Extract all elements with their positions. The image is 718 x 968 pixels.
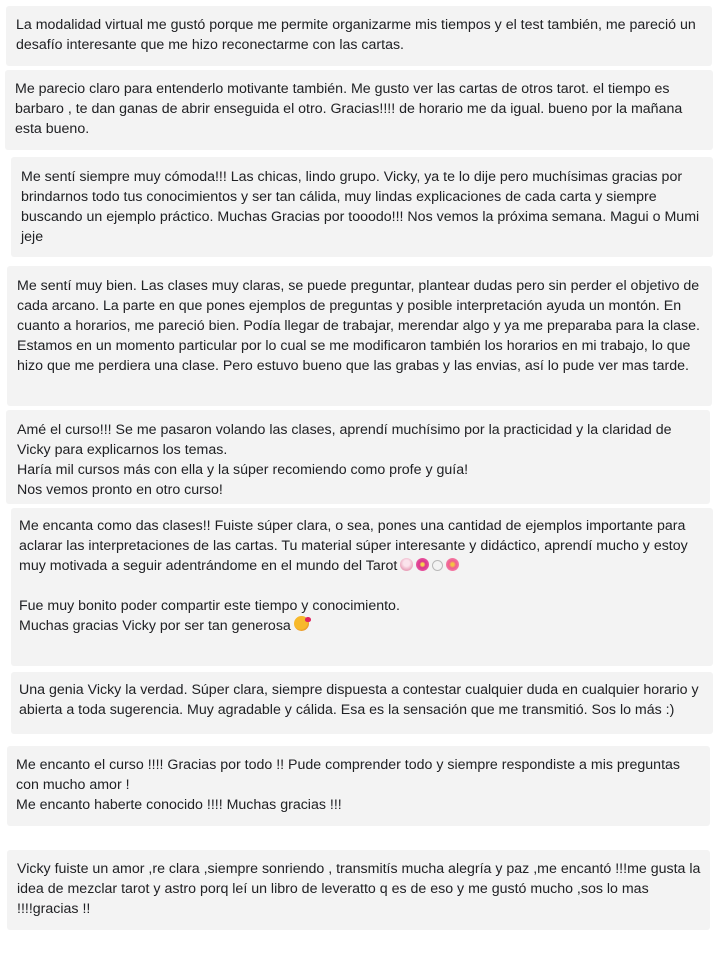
dharma-wheel-emoji	[432, 560, 443, 571]
comment-card-4	[7, 266, 712, 406]
comment-text: Amé el curso!!! Se me pasaron volando las clases, aprendí muchísimo por la practicidad y la claridad de Vicky para explicarnos los temas. Haría mil cursos más con ella y la súper recomiendo como profe y guía! Nos vemos pronto en otro curso!	[17, 422, 672, 498]
comment-text-part3-text: Muchas gracias Vicky por ser tan generosa	[19, 618, 291, 634]
comment-card-5	[6, 410, 710, 504]
comment-card-7	[11, 672, 713, 734]
comment-card-9	[7, 850, 710, 930]
comment-card-3	[11, 157, 713, 257]
hibiscus-emoji	[416, 558, 429, 571]
comment-text: Me sentí siempre muy cómoda!!! Las chicas, lindo grupo. Vicky, ya te lo dije pero muchísimas gracias por brindarnos todo tus conocimientos y ser tan cálida, muy lindas explicaciones de cada carta y siempre buscando un ejemplo práctico. Muchas Gracias por tooodo!!! Nos vemos la próxima semana. Magui o Mumi jeje	[21, 169, 700, 245]
kissing-heart-emoji	[294, 616, 309, 631]
comment-text: La modalidad virtual me gustó porque me permite organizarme mis tiempos y el test también, me pareció un desafío interesante que me hizo reconectarme con las cartas.	[16, 17, 696, 53]
comment-text-part1	[19, 516, 704, 576]
comment-text: Una genia Vicky la verdad. Súper clara, siempre dispuesta a contestar cualquier duda en cualquier horario y abierta a toda sugerencia. Muy agradable y cálida. Esa es la sensación que me transmitió. Sos lo más :)	[19, 682, 699, 718]
comment-text: Me sentí muy bien. Las clases muy claras, se puede preguntar, plantear dudas pero sin perder el objetivo de cada arcano. La parte en que pones ejemplos de preguntas y posible interpretación ayuda un montón. En cuanto a horarios, me pareció bien. Podía llegar de trabajar, merendar algo y ya me preparaba para la clase. Estamos en un momento particular por lo cual se me modificaron también los horarios en mi trabajo, lo que hizo que me perdiera una clase. Pero estuvo bueno que las grabas y las envias, así lo pude ver mas tarde.	[17, 278, 700, 374]
comment-card-2	[5, 70, 713, 150]
comment-text: Me parecio claro para entenderlo motivante también. Me gusto ver las cartas de otros tarot. el tiempo es barbaro , te dan ganas de abrir enseguida el otro. Gracias!!!! de horario me da igual. bueno por la mañana esta bueno.	[15, 81, 683, 137]
comment-card-1	[6, 6, 712, 66]
comment-card-8	[7, 746, 710, 826]
comment-text-part1-text: Me encanta como das clases!! Fuiste súper clara, o sea, pones una cantidad de ejemplos importante para aclarar las interpretaciones de las cartas. Tu material súper interesante y didáctico, aprendí mucho y estoy muy motivada a seguir adentrándome en el mundo del Tarot	[19, 518, 688, 574]
comment-text: Vicky fuiste un amor ,re clara ,siempre sonriendo , transmitís mucha alegría y paz ,me encantó !!!me gusta la idea de mezclar tarot y astro porq leí un libro de leveratto q es de eso y me gustó mucho ,sos lo mas !!!!gracias !!	[17, 861, 701, 917]
cherry-blossom-emoji	[446, 558, 459, 571]
lotus-emoji	[400, 558, 413, 571]
comment-text: Me encanto el curso !!!! Gracias por todo !! Pude comprender todo y siempre respondiste a mis preguntas con mucho amor ! Me encanto haberte conocido !!!! Muchas gracias !!!	[16, 757, 680, 813]
comment-card-6	[11, 508, 713, 666]
comment-text-part3	[19, 616, 704, 636]
comment-text-part2: Fue muy bonito poder compartir este tiempo y conocimiento.	[19, 598, 400, 614]
